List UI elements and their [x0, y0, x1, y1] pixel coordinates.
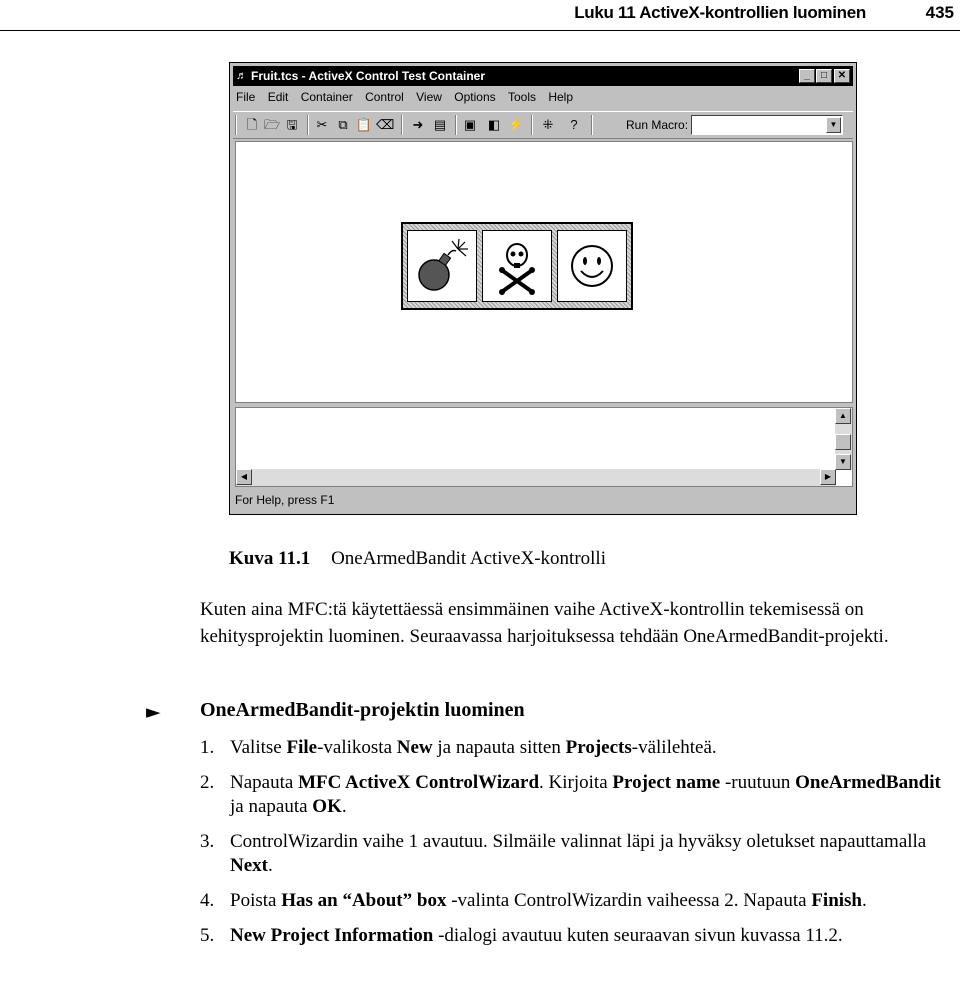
toolbar-separator: [455, 115, 457, 135]
skull-crossbones-icon: [483, 231, 551, 301]
step-text: ja napauta: [230, 796, 313, 817]
toolbar-separator: [307, 115, 309, 135]
menu-bar: [236, 90, 582, 108]
menu-container[interactable]: Container: [300, 90, 353, 104]
step-emphasis: Finish: [811, 890, 863, 911]
horizontal-scrollbar[interactable]: [236, 469, 836, 486]
step-text: -ruutuun: [720, 772, 796, 793]
step-number: 4.: [200, 890, 215, 911]
title-bar: [233, 66, 853, 86]
open-folder-icon[interactable]: 🗁: [263, 117, 281, 132]
step-number: 1.: [200, 737, 215, 758]
step-number: 5.: [200, 925, 215, 946]
new-document-icon[interactable]: 🗋: [246, 117, 258, 132]
dropdown-arrow-icon[interactable]: ▼: [826, 117, 841, 133]
step-emphasis: File: [286, 737, 318, 758]
figure-caption: [229, 548, 606, 570]
reel-3: [557, 230, 627, 302]
status-bar: For Help, press F1: [235, 493, 335, 507]
menu-help[interactable]: Help: [548, 90, 574, 104]
scroll-thumb[interactable]: [835, 434, 851, 450]
page-number: 435: [925, 3, 954, 22]
reel-2: [482, 230, 552, 302]
step-text: Valitse: [230, 737, 287, 758]
menu-control[interactable]: Control: [365, 90, 404, 104]
insert-control-icon[interactable]: ➜: [412, 117, 424, 132]
reel-1: [407, 230, 477, 302]
ambient-properties-icon[interactable]: ◧: [487, 117, 501, 132]
paste-icon[interactable]: 📋: [355, 117, 373, 132]
figure-caption-text: OneArmedBandit ActiveX-kontrolli: [331, 548, 606, 569]
step-emphasis: Next: [230, 855, 268, 876]
toolbar-separator: [235, 115, 237, 135]
one-armed-bandit-control[interactable]: [401, 222, 633, 310]
step-emphasis: OneArmedBandit: [795, 772, 941, 793]
procedure-step: [200, 736, 955, 760]
run-macro-label: Run Macro:: [626, 118, 689, 132]
step-emphasis: OK: [312, 796, 342, 817]
close-button[interactable]: ✕: [834, 69, 850, 83]
save-icon[interactable]: 🖫: [286, 117, 298, 132]
procedure-step: [200, 830, 955, 878]
properties-icon[interactable]: ▤: [433, 117, 447, 132]
step-emphasis: New: [396, 737, 433, 758]
output-pane[interactable]: [235, 407, 853, 487]
bomb-icon: [408, 231, 476, 301]
step-text: Napauta: [230, 772, 299, 793]
chapter-title: Luku 11 ActiveX-kontrollien luominen: [574, 3, 866, 22]
step-emphasis: Projects: [565, 737, 632, 758]
maximize-button[interactable]: □: [816, 69, 832, 83]
toolbar-separator: [401, 115, 403, 135]
procedure-step: [200, 771, 955, 819]
step-emphasis: MFC ActiveX ControlWizard: [298, 772, 540, 793]
intro-text: Kuten aina MFC:tä käytettäessä ensimmäinen vaihe ActiveX-kontrollin tekemisessä on kehitysprojektin luominen. Seuraavassa harjoituksessa tehdään OneArmedBandit-projekti.: [200, 599, 889, 647]
toolbar-separator: [531, 115, 533, 135]
step-emphasis: New Project Information: [230, 925, 434, 946]
intro-paragraph: [200, 596, 950, 650]
figure-number: Kuva 11.1: [229, 548, 311, 569]
menu-file[interactable]: File: [236, 90, 256, 104]
container-canvas[interactable]: [235, 141, 853, 403]
step-number: 2.: [200, 772, 215, 793]
vertical-scrollbar[interactable]: [835, 408, 852, 470]
step-text: Poista: [230, 890, 282, 911]
app-icon: ♬: [236, 70, 247, 82]
window-title: Fruit.tcs - ActiveX Control Test Container: [251, 69, 486, 83]
scroll-down-icon[interactable]: ▼: [835, 454, 851, 470]
menu-edit[interactable]: Edit: [267, 90, 289, 104]
scroll-right-icon[interactable]: ▶: [820, 469, 836, 485]
procedure-step: [200, 924, 955, 948]
procedure-steps: [200, 736, 955, 959]
run-macro-combo[interactable]: [691, 115, 843, 135]
scroll-left-icon[interactable]: ◀: [236, 469, 252, 485]
step-text: -valinta ControlWizardin vaiheessa 2. Napauta: [446, 890, 812, 911]
procedure-arrow-icon: ►: [146, 701, 161, 723]
step-number: 3.: [200, 831, 215, 852]
invoke-methods-icon[interactable]: ▣: [463, 117, 477, 132]
toolbar: [233, 111, 853, 139]
control-layout-icon[interactable]: ⁜: [542, 117, 554, 132]
delete-icon[interactable]: ⌫: [376, 117, 395, 132]
menu-tools[interactable]: Tools: [507, 90, 536, 104]
procedure-step: [200, 889, 955, 913]
scroll-up-icon[interactable]: ▲: [835, 408, 851, 424]
test-container-window: [229, 62, 857, 515]
smiley-icon: [558, 231, 626, 301]
step-text: -välilehteä.: [631, 737, 717, 758]
step-text: -dialogi avautuu kuten seuraavan sivun kuvassa 11.2.: [433, 925, 843, 946]
toolbar-separator: [591, 115, 593, 135]
help-icon[interactable]: ?: [570, 117, 578, 132]
step-text: . Kirjoita: [539, 772, 613, 793]
step-text: ControlWizardin vaihe 1 avautuu. Silmäile valinnat läpi ja hyväksy oletukset napauttamalla: [230, 831, 927, 852]
cut-icon[interactable]: ✂: [316, 117, 328, 132]
step-text: .: [341, 796, 347, 817]
step-emphasis: Has an “About” box: [281, 890, 447, 911]
procedure-heading: OneArmedBandit-projektin luominen: [200, 699, 525, 721]
menu-options[interactable]: Options: [454, 90, 496, 104]
page-header: [0, 0, 960, 31]
minimize-button[interactable]: _: [799, 69, 815, 83]
menu-view[interactable]: View: [416, 90, 442, 104]
step-text: -valikosta: [317, 737, 397, 758]
step-text: .: [267, 855, 273, 876]
step-text: .: [862, 890, 867, 911]
copy-icon[interactable]: ⧉: [338, 117, 348, 132]
events-icon[interactable]: ⚡: [507, 117, 525, 132]
step-emphasis: Project name: [612, 772, 721, 793]
step-text: ja napauta sitten: [432, 737, 566, 758]
